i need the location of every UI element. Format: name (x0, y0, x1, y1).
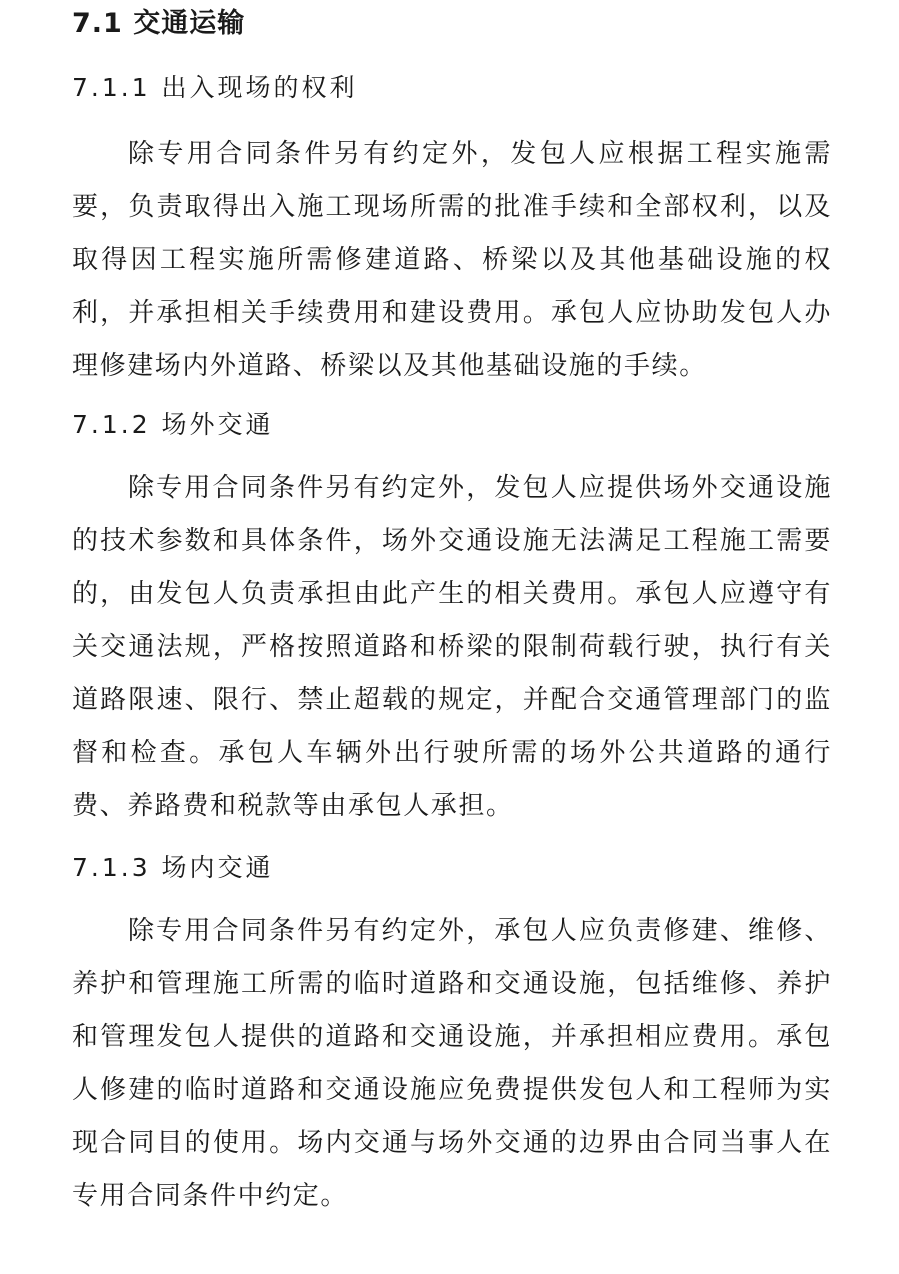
subsection-body-7-1-2: 除专用合同条件另有约定外，发包人应提供场外交通设施的技术参数和具体条件，场外交通设施无法满足工程施工需要的，由发包人负责承担由此产生的相关费用。承包人应遵守有关交通法规，严格按照道路和桥梁的限制荷载行驶，执行有关道路限速、限行、禁止超载的规定，并配合交通管理部门的监督和检查。承包人车辆外出行驶所需的场外公共道路的通行费、养路费和税款等由承包人承担。 (72, 473, 832, 821)
subsection-title-7-1-2: 7.1.2 场外交通 (72, 410, 274, 439)
section-title: 7.1 交通运输 (72, 8, 246, 39)
subsection-body-7-1-1: 除专用合同条件另有约定外，发包人应根据工程实施需要，负责取得出入施工现场所需的批准手续和全部权利，以及取得因工程实施所需修建道路、桥梁以及其他基础设施的权利，并承担相关手续费用和建设费用。承包人应协助发包人办理修建场内外道路、桥梁以及其他基础设施的手续。 (72, 139, 832, 381)
subsection-body-7-1-3: 除专用合同条件另有约定外，承包人应负责修建、维修、养护和管理施工所需的临时道路和交通设施，包括维修、养护和管理发包人提供的道路和交通设施，并承担相应费用。承包人修建的临时道路和交通设施应免费提供发包人和工程师为实现合同目的使用。场内交通与场外交通的边界由合同当事人在专用合同条件中约定。 (72, 916, 832, 1211)
subsection-title-7-1-1: 7.1.1 出入现场的权利 (72, 73, 358, 102)
subsection-title-7-1-3: 7.1.3 场内交通 (72, 853, 274, 882)
